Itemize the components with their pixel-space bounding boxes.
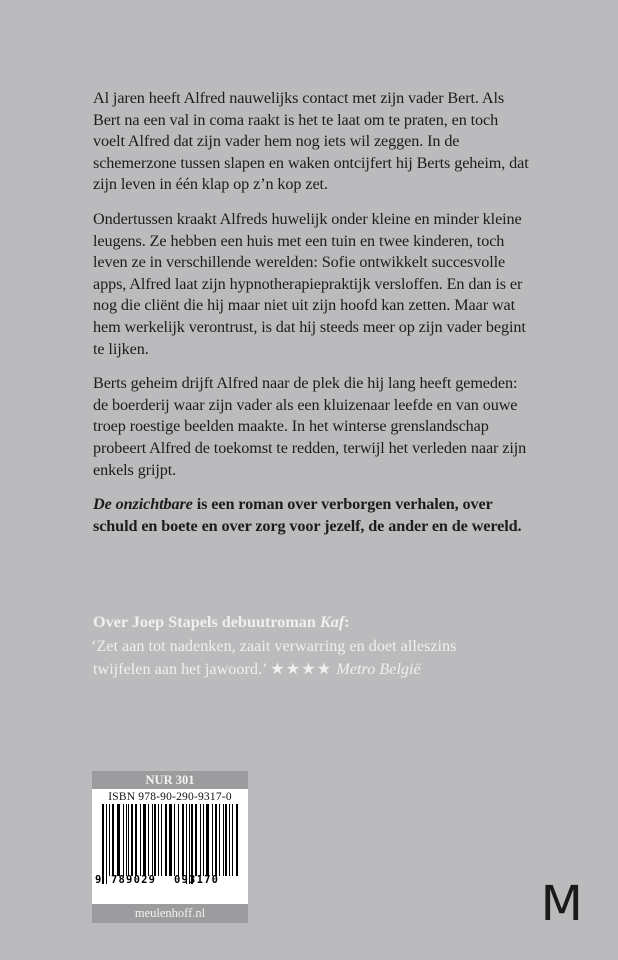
quote-heading-colon: : xyxy=(344,613,350,631)
blurb-paragraph-3: Berts geheim drijft Alfred naar de plek die hij lang heeft gemeden: de boerderij waar zijn vader als een kluizenaar leefde en van ouwe troep roestige beelden maakte. In het winterse grenslandschap probeert Alfred de toekomst te redden, terwijl het verleden naar zijn enkels grijpt. xyxy=(93,374,527,479)
barcode-digits xyxy=(92,876,248,890)
quote-line-1: ‘Zet aan tot nadenken, zaait verwarring en doet alleszins xyxy=(91,636,457,655)
review-quote xyxy=(93,611,533,682)
barcode-digit-first: 9 xyxy=(95,874,102,886)
blurb-closing xyxy=(93,494,533,537)
barcode-block xyxy=(92,771,248,923)
quote-line-2 xyxy=(93,658,533,682)
isbn-label: ISBN 978-90-290-9317-0 xyxy=(108,791,232,803)
nur-label: NUR 301 xyxy=(92,771,248,789)
quote-line-2-text: twijfelen aan het jawoord.’ xyxy=(93,660,271,678)
barcode-digits-left: 789029 xyxy=(111,874,157,886)
quote-heading xyxy=(93,611,533,635)
blurb-paragraph-2: Ondertussen kraakt Alfreds huwelijk onder kleine en minder kleine leugens. Ze hebben een huis met een tuin en twee kinderen, toch leven ze in verschillende werelden: Sofie ontwikkelt succesvolle apps, Alfred laat zijn hypnotherapiepraktijk versloffen. En dan is er nog die cliënt die hij maar niet uit zijn hoofd kan zetten. Maar wat hem werkelijk verontrust, is dat hij steeds meer op zijn vader begint te lijken. xyxy=(93,209,526,358)
closing-text: is een roman over verborgen verhalen, over schuld en boete en over zorg voor jezelf, de ander en de wereld. xyxy=(93,495,522,535)
quote-heading-text: Over Joep Stapels debuutroman xyxy=(93,613,320,631)
book-title: De onzichtbare xyxy=(93,495,193,514)
debut-title: Kaf xyxy=(319,613,345,631)
star-rating-icon: ★★★★ xyxy=(270,660,333,678)
barcode-bars-icon xyxy=(102,804,238,876)
barcode-digits-right: 093170 xyxy=(174,874,220,886)
publisher-website: meulenhoff.nl xyxy=(92,904,248,923)
meulenhoff-logo-icon: M xyxy=(540,876,583,932)
blurb-paragraph-1: Al jaren heeft Alfred nauwelijks contact met zijn vader Bert. Als Bert na een val in coma raakt is het te laat om te praten, en toch voelt Alfred dat zijn vader hem nog iets wil zeggen. In de schemerzone tussen slapen en waken ontcijfert hij Berts geheim, dat zijn leven in één klap op z’n kop zet. xyxy=(93,89,529,194)
back-cover-blurb xyxy=(93,88,533,550)
quote-source: Metro België xyxy=(336,660,421,678)
